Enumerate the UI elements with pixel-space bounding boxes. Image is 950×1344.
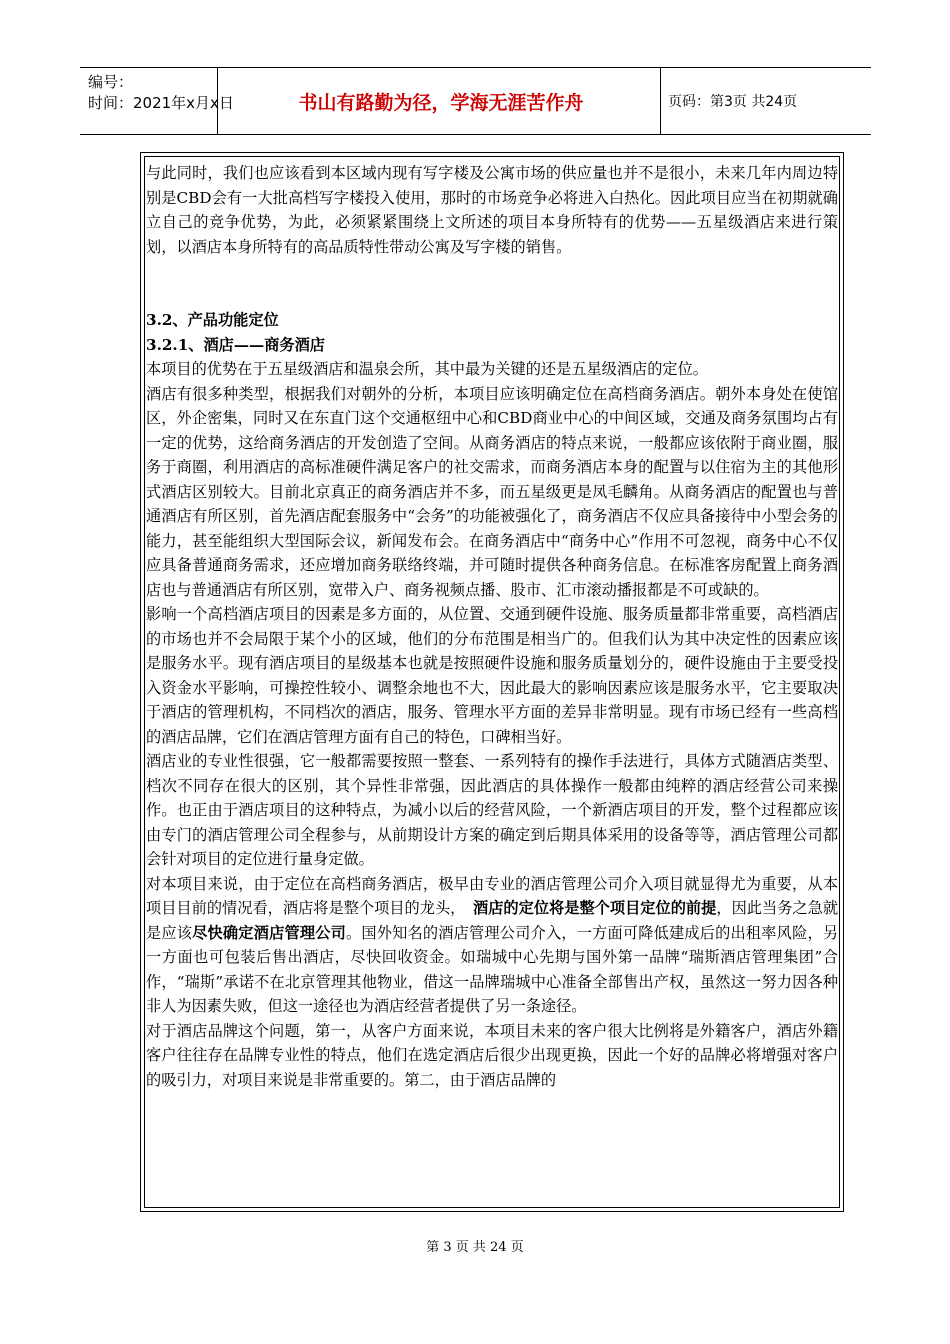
page-header bbox=[80, 64, 871, 141]
paragraph-management-emphasis-1: 酒店的定位将是整个项目定位的前提 bbox=[473, 899, 717, 917]
header-meta bbox=[88, 72, 234, 114]
header-motto: 书山有路勤为径，学海无涯苦作舟 bbox=[298, 91, 584, 114]
paragraph-brand: 对于酒店品牌这个问题，第一，从客户方面来说，本项目未来的客户很大比例将是外籍客户，酒店外籍客户往往存在品牌专业性的特点，他们在选定酒店后很少出现更换，因此一个好的品牌必将增强对客户的吸引力，对项目来说是非常重要的。第二，由于酒店品牌的 bbox=[146, 1021, 838, 1089]
paragraph-spacer bbox=[146, 259, 838, 308]
document-number-label: 编号： bbox=[88, 73, 134, 91]
section-heading: 3.2、产品功能定位 bbox=[146, 311, 279, 329]
paragraph-advantage: 本项目的优势在于五星级酒店和温泉会所，其中最为关键的还是五星级酒店的定位。 bbox=[146, 360, 708, 378]
subsection-heading: 3.2.1、酒店——商务酒店 bbox=[146, 335, 325, 354]
body-text bbox=[146, 161, 838, 1092]
content-box bbox=[140, 152, 844, 1212]
page-footer: 第 3 页 共 24 页 bbox=[426, 1240, 524, 1255]
paragraph-management-part-e: 。国外知名的酒店管理公司介入，一方面可降低建成后的出租率风险，另一方面也可包装后售出酒店，尽快回收资金。如瑞城中心先期与国外第一品牌“瑞斯酒店管理集团”合作，“瑞斯”承诺不在北京管理其他物业，借这一品牌瑞城中心准备全部售出产权，虽然这一努力因各种非人为因素失败，但这一途径也为酒店经营者提供了另一条途径。 bbox=[146, 923, 839, 1015]
paragraph-intro: 与此同时，我们也应该看到本区域内现有写字楼及公寓市场的供应量也并不是很小，未来几年内周边特别是CBD会有一大批高档写字楼投入使用，那时的市场竞争必将进入白热化。因此项目应当在初期就确立自己的竞争优势，为此，必须紧紧围绕上文所述的项目本身所特有的优势——五星级酒店来进行策划，以酒店本身所特有的高品质特性带动公寓及写字楼的销售。 bbox=[146, 164, 838, 256]
header-page-label: 页码：第3页 共24页 bbox=[668, 94, 798, 110]
paragraph-management-part-a: 对本项目来说，由于定位在高档商务酒店，极早由专业的酒店管理公司介入项目就显得尤为重要，从本项目目前的情况看，酒店将是整个项目的龙头， bbox=[146, 874, 838, 917]
document-date-label: 时间：2021年x月x日 bbox=[88, 94, 234, 112]
paragraph-management-emphasis-2: 尽快确定酒店管理公司 bbox=[192, 923, 346, 942]
header-bottom-rule bbox=[80, 134, 871, 135]
paragraph-factors: 影响一个高档酒店项目的因素是多方面的，从位置、交通到硬件设施、服务质量都非常重要，高档酒店的市场也并不会局限于某个小的区域，他们的分布范围是相当广的。但我们认为其中决定性的因素应该是服务水平。现有酒店项目的星级基本也就是按照硬件设施和服务质量划分的，硬件设施由于主要受投入资金水平影响，可操控性较小、调整余地也不大，因此最大的影响因素应该是服务水平，它主要取决于酒店的管理机构，不同档次的酒店，服务、管理水平方面的差异非常明显。现有市场已经有一些高档的酒店品牌，它们在酒店管理方面有自己的特色，口碑相当好。 bbox=[146, 605, 838, 746]
paragraph-management bbox=[146, 872, 838, 1019]
paragraph-hotel-types: 酒店有很多种类型，根据我们对朝外的分析，本项目应该明确定位在高档商务酒店。朝外本身处在使馆区，外企密集，同时又在东直门这个交通枢纽中心和CBD商业中心的中间区域，交通及商务氛围均占有一定的优势，这给商务酒店的开发创造了空间。从商务酒店的特点来说，一般都应该依附于商业圈，服务于商圈，利用酒店的高标准硬件满足客户的社交需求，而商务酒店本身的配置与以住宿为主的其他形式酒店区别较大。目前北京真正的商务酒店并不多，而五星级更是凤毛麟角。从商务酒店的配置也与普通酒店有所区别，首先酒店配套服务中“会务”的功能被强化了，商务酒店不仅应具备接待中小型会务的能力，甚至能组织大型国际会议，新闻发布会。在商务酒店中“商务中心”作用不可忽视，商务中心不仅应具备普通商务需求，还应增加商务联络终端，并可随时提供各种商务信息。在标准客房配置上商务酒店也与普通酒店有所区别，宽带入户、商务视频点播、股市、汇市滚动播报都是不可或缺的。 bbox=[146, 384, 838, 599]
paragraph-management-part-c: ，因此当务之急就是应该 bbox=[146, 899, 839, 942]
paragraph-professional: 酒店业的专业性很强，它一般都需要按照一整套、一系列特有的操作手法进行，具体方式随酒店类型、档次不同存在很大的区别，其个异性非常强，因此酒店的具体操作一般都由纯粹的酒店经营公司来操作。也正由于酒店项目的这种特点，为减小以后的经营风险，一个新酒店项目的开发，整个过程都应该由专门的酒店管理公司全程参与，从前期设计方案的确定到后期具体采用的设备等等，酒店管理公司都会针对项目的定位进行量身定做。 bbox=[146, 752, 838, 868]
header-divider-right bbox=[660, 68, 661, 134]
